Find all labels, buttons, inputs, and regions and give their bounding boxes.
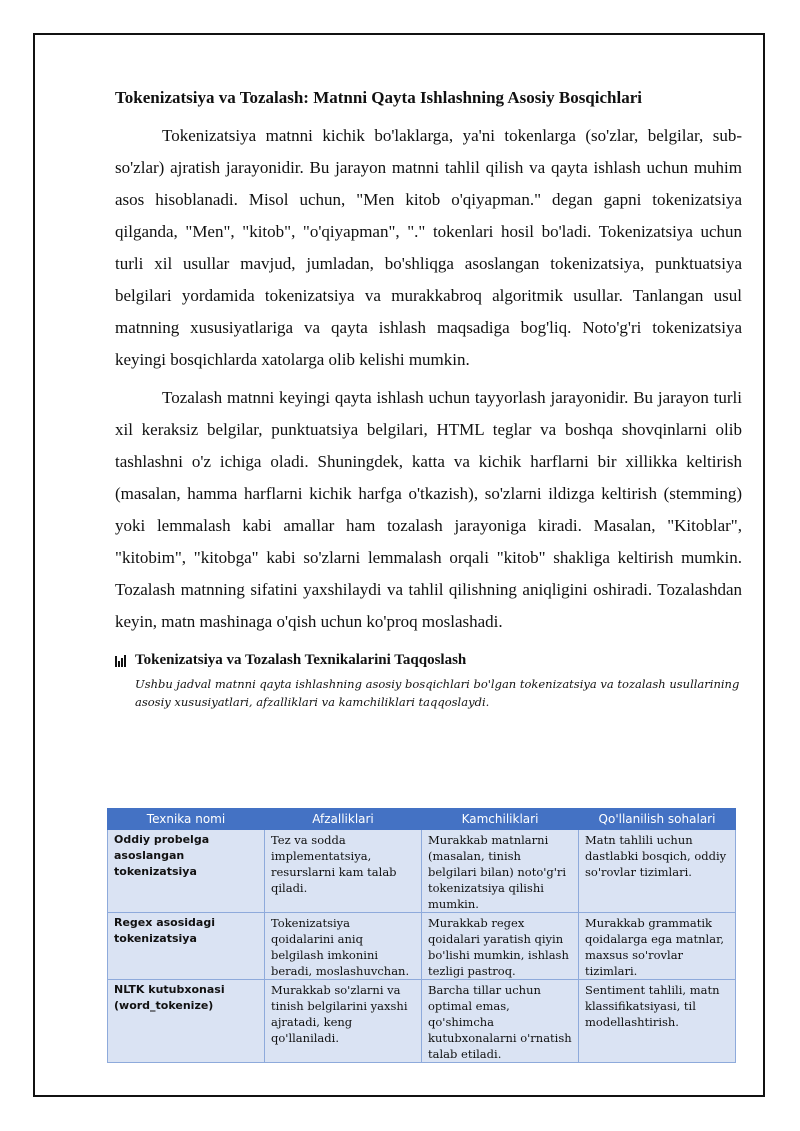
- table-row: [108, 913, 736, 980]
- table-cell-technique: NLTK kutubxonasi (word_tokenize): [108, 980, 265, 1063]
- table-cell-applications: Matn tahlili uchun dastlabki bosqich, oddiy so'rovlar tizimlari.: [579, 830, 736, 913]
- bar-chart-icon: [115, 655, 129, 667]
- table-caption: Ushbu jadval matnni qayta ishlashning asosiy bosqichlari bo'lgan tokenizatsiya va tozalash usullarining asosiy xususiyatlari, afzalliklari va kamchiliklari taqqoslaydi.: [135, 677, 740, 709]
- table-row: [108, 980, 736, 1063]
- table-header-row: [108, 809, 736, 830]
- table-cell-technique: Regex asosidagi tokenizatsiya: [108, 913, 265, 980]
- table-cell-disadvantages: Murakkab matnlarni (masalan, tinish belgilari bilan) noto'g'ri tokenizatsiya qilishi mumkin.: [422, 830, 579, 913]
- paragraph-tokenization: Tokenizatsiya matnni kichik bo'laklarga, ya'ni tokenlarga (so'zlar, belgilar, sub-so'zlar) ajratish jarayonidir. Bu jarayon matnni tahlil qilish va qayta ishlash uchun muhim asos hisoblanadi. Misol uchun, "Men kitob o'qiyapman." degan gapni tokenizatsiya qilganda, "Men", "kitob", "o'qiyapman", "." tokenlari hosil bo'ladi. Tokenizatsiya uchun turli xil usullar mavjud, jumladan, bo'shliqga asoslangan tokenizatsiya, punktuatsiya belgilari yordamida tokenizatsiya va murakkabroq algoritmik usullar. Tanlangan usul matnning xususiyatlariga va qayta ishlash maqsadiga bog'liq. Noto'g'ri tokenizatsiya keyingi bosqichlarda xatolarga olib kelishi mumkin.: [115, 126, 742, 369]
- table-cell-advantages: Murakkab so'zlarni va tinish belgilarini yaxshi ajratadi, keng qo'llaniladi.: [265, 980, 422, 1063]
- section-heading-text: Tokenizatsiya va Tozalash Texnikalarini Taqqoslash: [135, 652, 467, 668]
- table-cell-advantages: Tokenizatsiya qoidalarini aniq belgilash imkonini beradi, moslashuvchan.: [265, 913, 422, 980]
- section-heading: [115, 652, 742, 669]
- table-cell-technique: Oddiy probelga asoslangan tokenizatsiya: [108, 830, 265, 913]
- table-cell-applications: Murakkab grammatik qoidalarga ega matnlar, maxsus so'rovlar tizimlari.: [579, 913, 736, 980]
- document-title: Tokenizatsiya va Tozalash: Matnni Qayta Ishlashning Asosiy Bosqichlari: [115, 88, 642, 107]
- table-header-cell: Kamchiliklari: [422, 809, 579, 830]
- paragraph-cleaning: Tozalash matnni keyingi qayta ishlash uchun tayyorlash jarayonidir. Bu jarayon turli xil keraksiz belgilar, punktuatsiya belgilari, HTML teglar va boshqa shovqinlarni olib tashlashni o'z ichiga oladi. Shuningdek, katta va kichik harflarni bir xillikka keltirish (masalan, hamma harflarni kichik harfga o'tkazish), so'zlarni ildizga keltirish (stemming) yoki lemmalash kabi amallar ham tozalash jarayoniga kiradi. Masalan, "Kitoblar", "kitobim", "kitobga" kabi so'zlarni lemmalash orqali "kitob" shakliga keltirish mumkin. Tozalash matnning sifatini yaxshilaydi va tahlil qilishning aniqligini oshiradi. Tozalashdan keyin, matn mashinaga o'qish uchun ko'proq moslashadi.: [115, 388, 742, 631]
- table-row: [108, 830, 736, 913]
- table-cell-disadvantages: Murakkab regex qoidalari yaratish qiyin bo'lishi mumkin, ishlash tezligi pastroq.: [422, 913, 579, 980]
- table-header-cell: Texnika nomi: [108, 809, 265, 830]
- table-cell-advantages: Tez va sodda implementatsiya, resurslarni kam talab qiladi.: [265, 830, 422, 913]
- table-header-cell: Afzalliklari: [265, 809, 422, 830]
- table-cell-applications: Sentiment tahlili, matn klassifikatsiyasi, til modellashtirish.: [579, 980, 736, 1063]
- table-cell-disadvantages: Barcha tillar uchun optimal emas, qo'shimcha kutubxonalarni o'rnatish talab etiladi.: [422, 980, 579, 1063]
- table-header-cell: Qo'llanilish sohalari: [579, 809, 736, 830]
- document-body: [115, 86, 742, 711]
- comparison-table: [107, 808, 735, 1063]
